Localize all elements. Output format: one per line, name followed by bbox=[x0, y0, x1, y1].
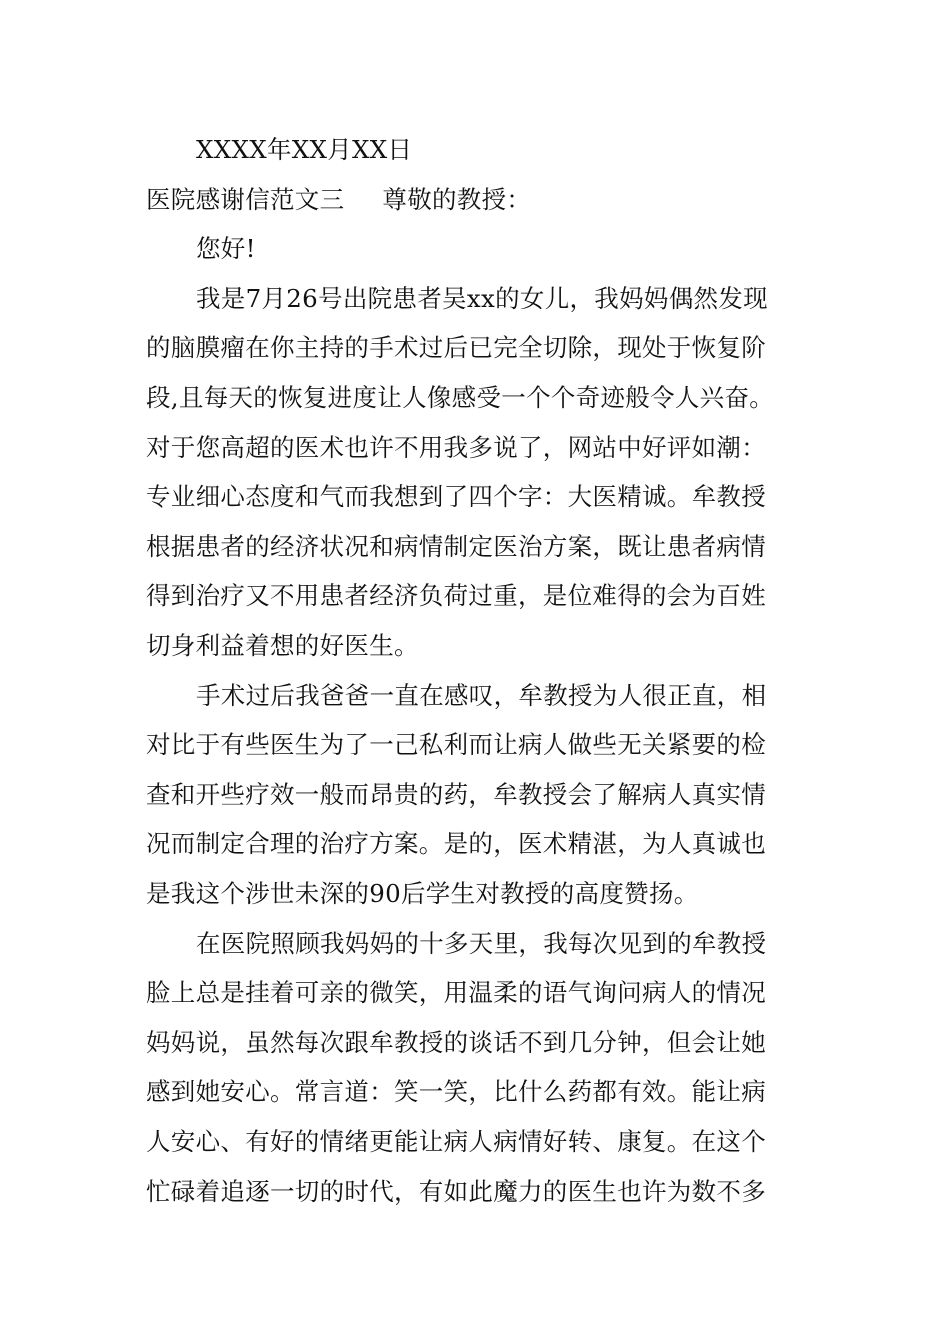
paragraph-line: 妈妈说，虽然每次跟牟教授的谈话不到几分钟，但会让她 bbox=[146, 1028, 766, 1057]
paragraph-line: 况而制定合理的治疗方案。是的，医术精湛，为人真诚也 bbox=[146, 829, 766, 858]
paragraph-line: 切身利益着想的好医生。 bbox=[146, 631, 419, 660]
paragraph-line: 专业细心态度和气而我想到了四个字：大医精诚。牟教授 bbox=[146, 482, 766, 511]
paragraph-line: 脸上总是挂着可亲的微笑，用温柔的语气询问病人的情况 bbox=[146, 978, 766, 1007]
salutation: 尊敬的教授： bbox=[382, 185, 532, 214]
paragraph-line: 人安心、有好的情绪更能让病人病情好转、康复。在这个 bbox=[146, 1127, 766, 1156]
letter-heading: 医院感谢信范文三 bbox=[146, 185, 345, 214]
paragraph-line: 我是7月26号出院患者吴xx的女儿，我妈妈偶然发现 bbox=[196, 284, 768, 313]
paragraph-line: 手术过后我爸爸一直在感叹，牟教授为人很正直，相 bbox=[196, 681, 767, 710]
paragraph-line: 得到治疗又不用患者经济负荷过重，是位难得的会为百姓 bbox=[146, 581, 766, 610]
paragraph-line: 查和开些疗效一般而昂贵的药，牟教授会了解病人真实情 bbox=[146, 780, 766, 809]
paragraph-line: 段,且每天的恢复进度让人像感受一个个奇迹般令人兴奋。 bbox=[146, 383, 775, 412]
paragraph-line: 忙碌着追逐一切的时代，有如此魔力的医生也许为数不多 bbox=[146, 1177, 766, 1206]
paragraph-line: 根据患者的经济状况和病情制定医治方案，既让患者病情 bbox=[146, 532, 766, 561]
paragraph-line: 感到她安心。常言道：笑一笑，比什么药都有效。能让病 bbox=[146, 1077, 766, 1106]
paragraph-line: 对于您高超的医术也许不用我多说了，网站中好评如潮： bbox=[146, 433, 766, 462]
date-line: XXXX年XX月XX日 bbox=[196, 135, 413, 164]
paragraph-line: 的脑膜瘤在你主持的手术过后已完全切除，现处于恢复阶 bbox=[146, 333, 766, 362]
paragraph-line: 在医院照顾我妈妈的十多天里，我每次见到的牟教授 bbox=[196, 929, 767, 958]
heading-row bbox=[146, 180, 816, 220]
paragraph-line: 对比于有些医生为了一己私利而让病人做些无关紧要的检 bbox=[146, 730, 766, 759]
paragraph-line: 是我这个涉世未深的90后学生对教授的高度赞扬。 bbox=[146, 879, 699, 908]
greeting: 您好! bbox=[196, 234, 256, 263]
